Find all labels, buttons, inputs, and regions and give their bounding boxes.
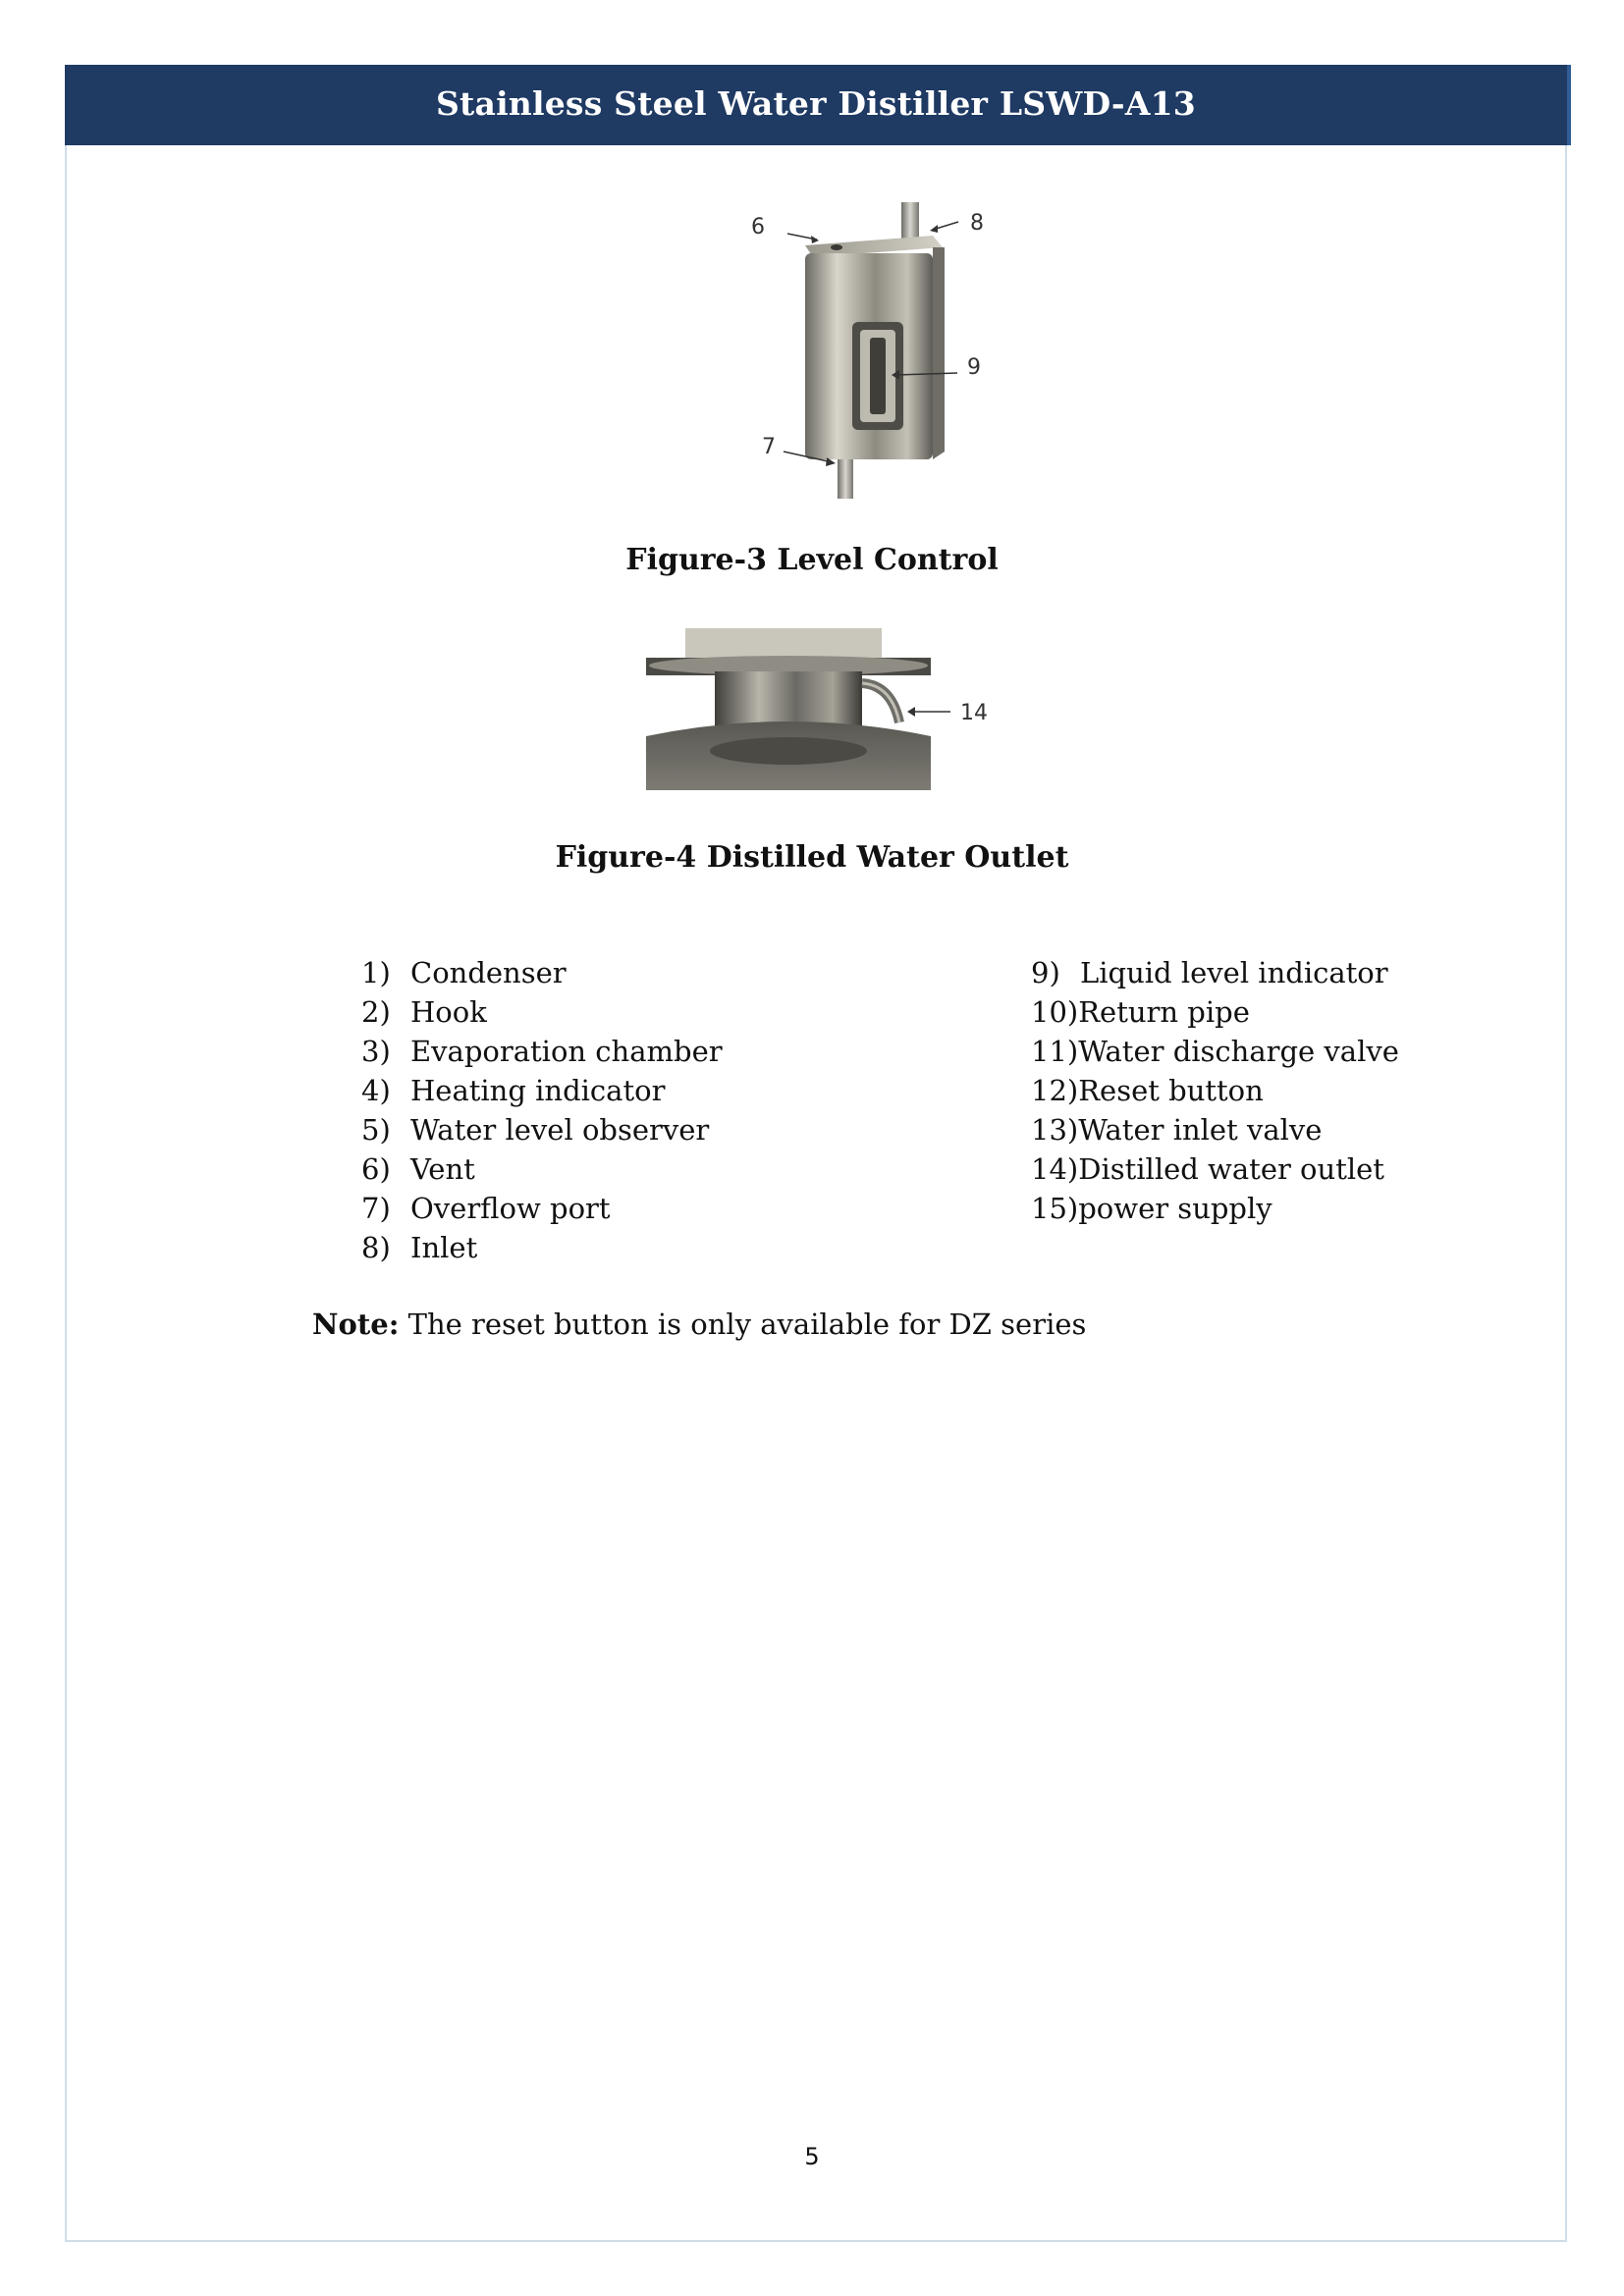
list-item: 15)power supply (1031, 1192, 1272, 1225)
list-item: 12)Reset button (1031, 1074, 1264, 1107)
callout-7: 7 (762, 435, 776, 459)
note-paragraph (312, 1308, 1086, 1341)
list-item: 8) Inlet (361, 1231, 478, 1264)
list-item: 10)Return pipe (1031, 995, 1250, 1029)
parts-list-left (361, 953, 723, 1267)
note-text: The reset button is only available for DZ series (399, 1308, 1087, 1341)
list-item: 9) Liquid level indicator (1031, 956, 1388, 989)
callout-6: 6 (751, 215, 765, 240)
parts-list-right (1031, 953, 1399, 1228)
list-item: 3) Evaporation chamber (361, 1035, 723, 1068)
list-item: 5) Water level observer (361, 1113, 710, 1147)
figure-4-caption: Figure-4 Distilled Water Outlet (555, 840, 1069, 875)
callout-8: 8 (970, 211, 984, 236)
page-number: 5 (804, 2143, 820, 2170)
figure-3-caption: Figure-3 Level Control (625, 543, 999, 577)
note-label: Note: (312, 1308, 400, 1341)
header-bar (65, 65, 1571, 145)
figure-level-control-image (736, 196, 1011, 506)
list-item: 1) Condenser (361, 956, 567, 989)
callout-9: 9 (967, 355, 981, 380)
figure-distilled-water-outlet-image (646, 628, 1000, 790)
list-item: 6) Vent (361, 1152, 475, 1186)
list-item: 4) Heating indicator (361, 1074, 666, 1107)
list-item: 2) Hook (361, 995, 487, 1029)
list-item: 13)Water inlet valve (1031, 1113, 1323, 1147)
callout-14: 14 (960, 701, 988, 725)
list-item: 7) Overflow port (361, 1192, 611, 1225)
list-item: 14)Distilled water outlet (1031, 1152, 1384, 1186)
list-item: 11)Water discharge valve (1031, 1035, 1399, 1068)
page-title: Stainless Steel Water Distiller LSWD-A13 (436, 84, 1196, 123)
